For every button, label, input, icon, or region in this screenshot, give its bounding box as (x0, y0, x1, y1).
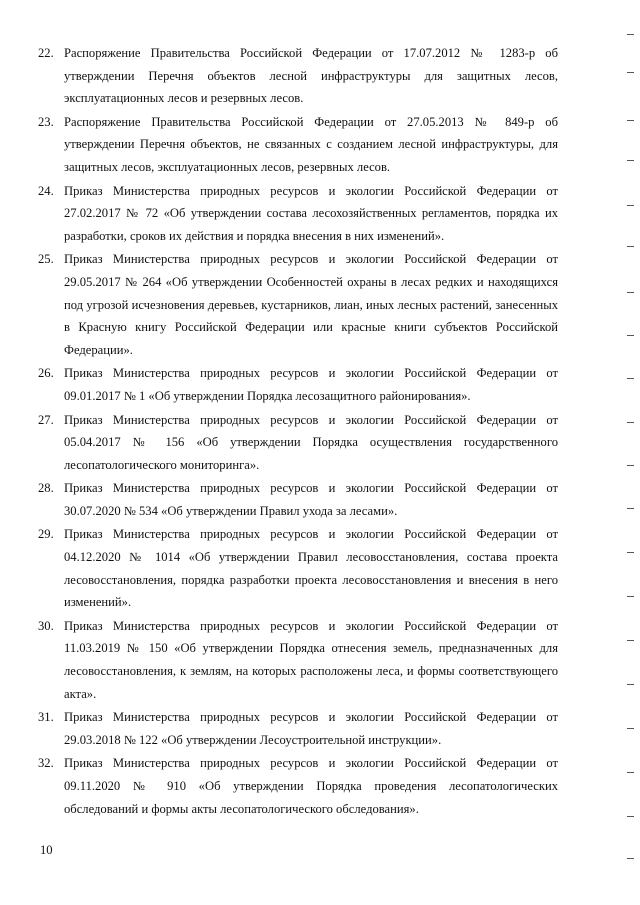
scan-mark (627, 858, 634, 859)
scan-mark (627, 422, 634, 423)
list-item (38, 752, 558, 820)
item-number: 32. (38, 756, 54, 771)
scan-mark (627, 465, 634, 466)
list-item (38, 362, 558, 407)
item-number: 27. (38, 412, 54, 427)
list-item (38, 477, 558, 522)
scan-mark (627, 120, 634, 121)
scan-mark (627, 160, 634, 161)
list-item (38, 42, 558, 110)
page-number: 10 (40, 843, 53, 857)
item-text: Приказ Министерства природных ресурсов и экологии Российской Федерации от 29.05.2017 № 264 «Об утверждении Особенностей охраны в лесах редких и находящихся под угрозой исчезновения деревьев, кустарников, лиан, иных лесных растений, занесенных в Красную книгу Российской Федерации или красные книги субъектов Российской Федерации». (64, 252, 558, 357)
item-number: 29. (38, 527, 54, 542)
item-text: Приказ Министерства природных ресурсов и экологии Российской Федерации от 29.03.2018 № 122 «Об утверждении Лесоустроительной инструкции». (64, 710, 558, 747)
item-number: 31. (38, 710, 54, 725)
item-text: Приказ Министерства природных ресурсов и экологии Российской Федерации от 09.01.2017 № 1 «Об утверждении Порядка лесозащитного районирования». (64, 366, 558, 403)
scan-mark (627, 684, 634, 685)
item-number: 24. (38, 183, 54, 198)
list-item (38, 180, 558, 248)
item-text: Распоряжение Правительства Российской Федерации от 27.05.2013 № 849-р об утверждении Перечня объектов, не связанных с созданием лесной инфраструктуры, для защитных лесов, эксплуатационных лесов, резервных лесов. (64, 114, 558, 174)
scan-mark (627, 205, 634, 206)
list-item (38, 615, 558, 705)
item-text: Приказ Министерства природных ресурсов и экологии Российской Федерации от 11.03.2019 № 150 «Об утверждении Порядка отнесения земель, предназначенных для лесовосстановления, к землям, на которых расположены леса, и формы соответствующего акта». (64, 618, 558, 701)
scan-mark (627, 728, 634, 729)
item-number: 23. (38, 114, 54, 129)
scan-mark (627, 508, 634, 509)
scan-mark (627, 772, 634, 773)
scan-mark (627, 378, 634, 379)
list-item (38, 409, 558, 477)
scan-mark (627, 816, 634, 817)
list-item (38, 706, 558, 751)
scan-mark (627, 246, 634, 247)
scan-mark (627, 596, 634, 597)
list-item (38, 523, 558, 613)
item-text: Приказ Министерства природных ресурсов и экологии Российской Федерации от 27.02.2017 № 72 «Об утверждении состава лесохозяйственных регламентов, порядка их разработки, сроков их действия и порядка внесения в них изменений». (64, 183, 558, 243)
item-text: Приказ Министерства природных ресурсов и экологии Российской Федерации от 04.12.2020 № 1014 «Об утверждении Правил лесовосстановления, состава проекта лесовосстановления, порядка разработки проекта лесовосстановления и внесения в него изменений». (64, 527, 558, 610)
scan-edge-marks (614, 0, 634, 905)
item-text: Приказ Министерства природных ресурсов и экологии Российской Федерации от 09.11.2020 № 910 «Об утверждении Порядка проведения лесопатологических обследований и формы акты лесопатологического обследования». (64, 756, 558, 816)
scan-mark (627, 552, 634, 553)
item-number: 25. (38, 252, 54, 267)
item-text: Приказ Министерства природных ресурсов и экологии Российской Федерации от 30.07.2020 № 534 «Об утверждении Правил ухода за лесами». (64, 481, 558, 518)
scan-mark (627, 34, 634, 35)
scan-mark (627, 292, 634, 293)
item-number: 26. (38, 366, 54, 381)
item-number: 28. (38, 481, 54, 496)
list-item (38, 248, 558, 361)
scan-mark (627, 335, 634, 336)
legal-acts-list (38, 42, 558, 821)
scan-mark (627, 640, 634, 641)
list-item (38, 111, 558, 179)
item-number: 30. (38, 618, 54, 633)
item-text: Распоряжение Правительства Российской Федерации от 17.07.2012 № 1283-р об утверждении Перечня объектов лесной инфраструктуры для защитных лесов, эксплуатационных лесов и резервных лесов. (64, 46, 558, 106)
item-number: 22. (38, 46, 54, 60)
item-text: Приказ Министерства природных ресурсов и экологии Российской Федерации от 05.04.2017 № 156 «Об утверждении Порядка осуществления государственного лесопатологического мониторинга». (64, 412, 558, 472)
scan-mark (627, 72, 634, 73)
